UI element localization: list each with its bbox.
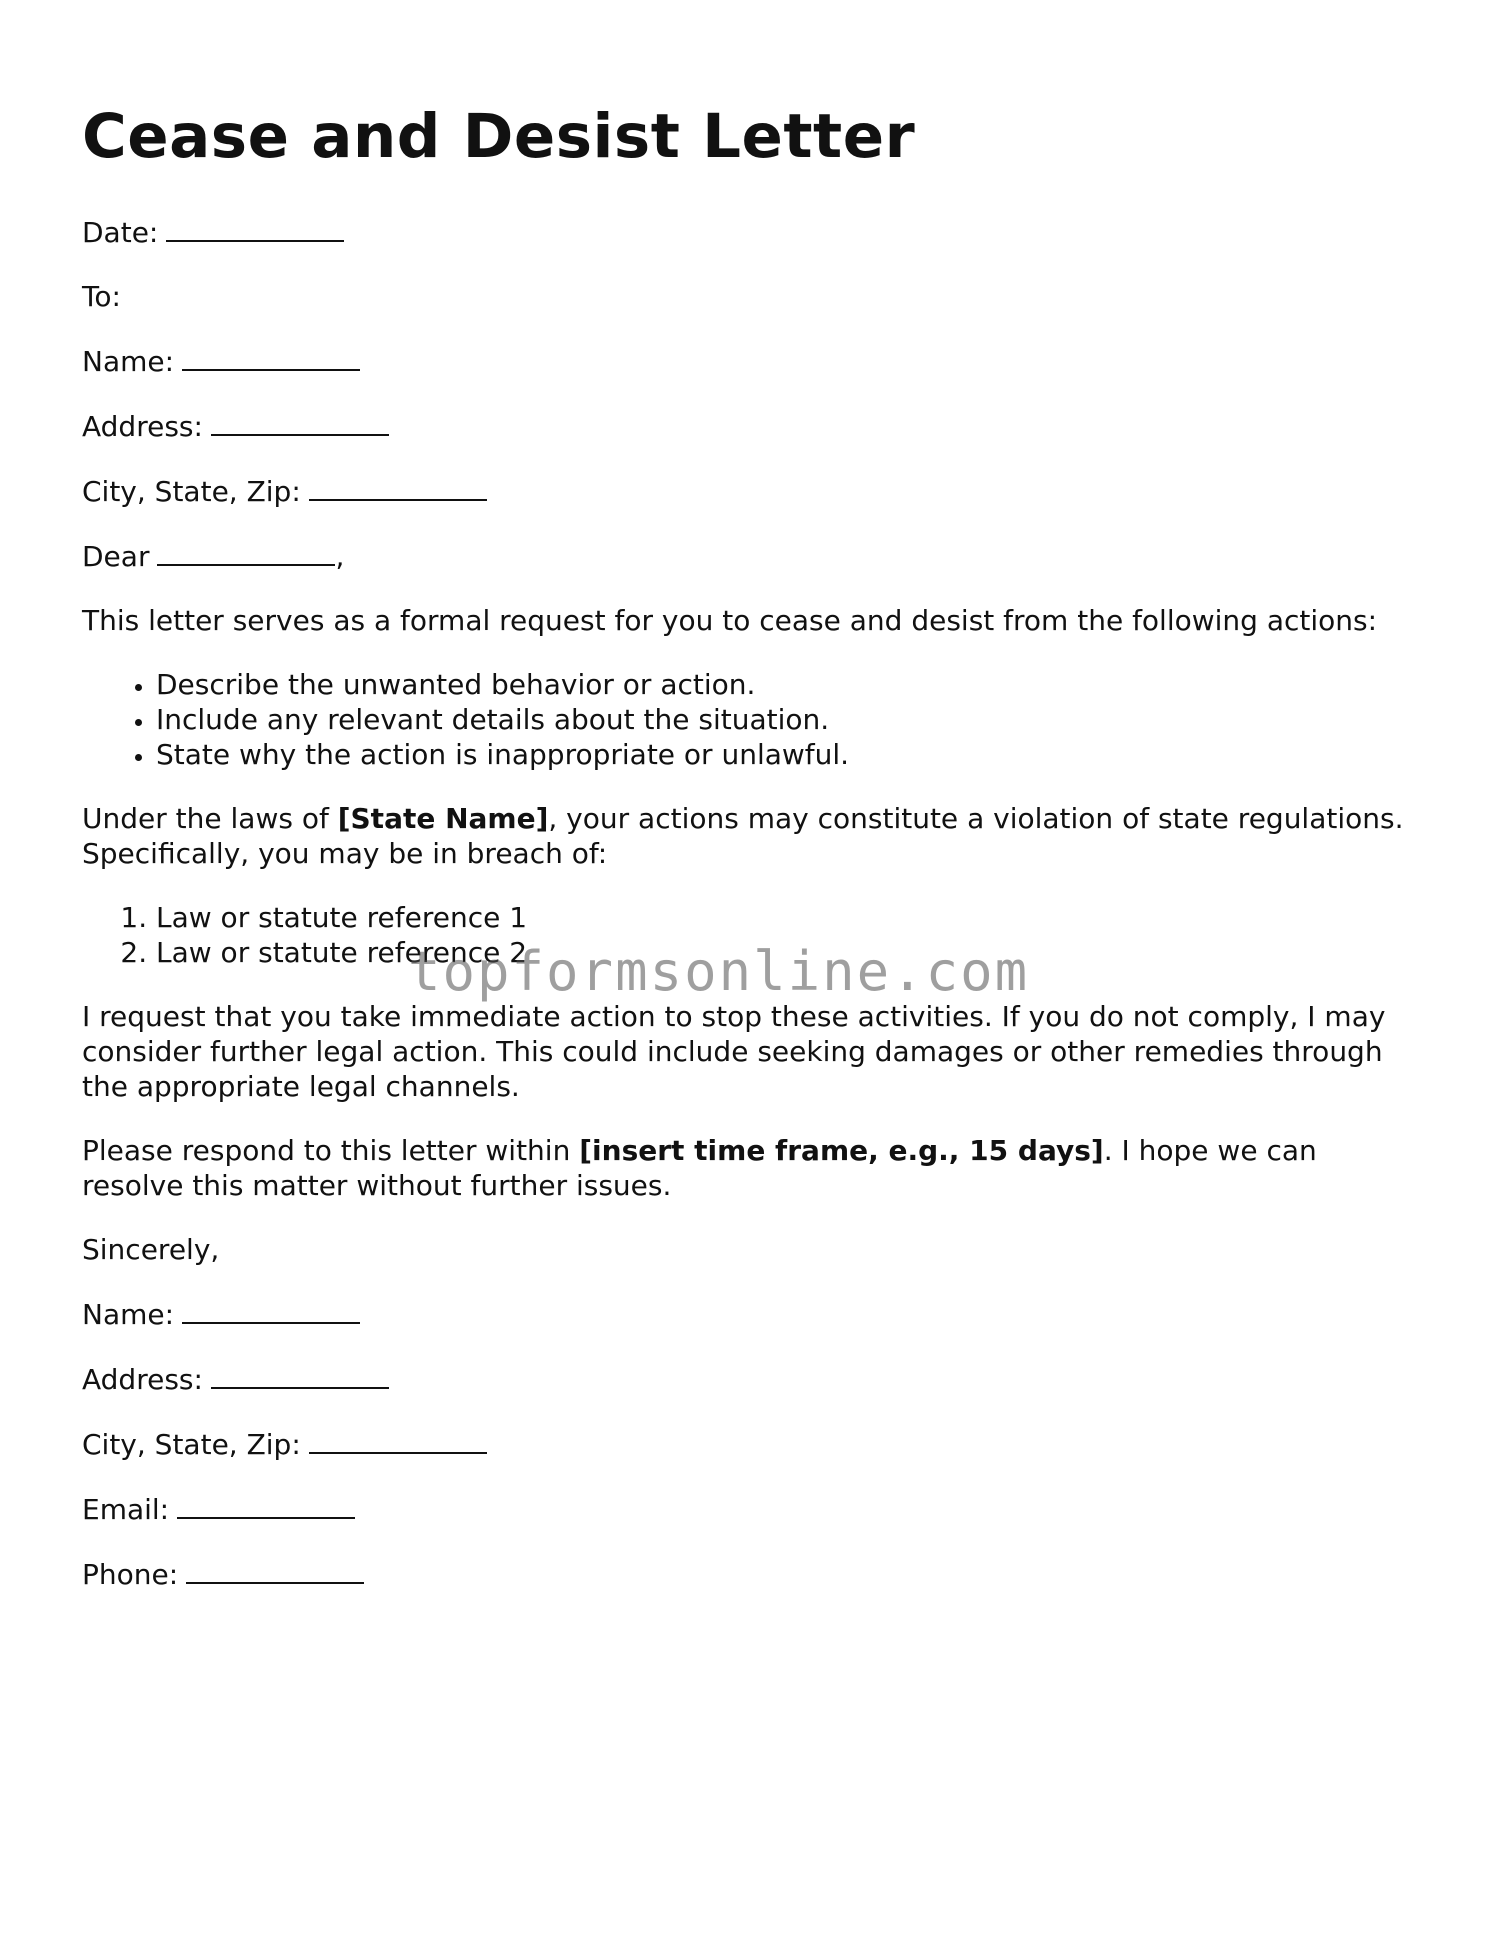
recipient-name-label: Name: bbox=[82, 345, 175, 378]
respond-text-before: Please respond to this letter within bbox=[82, 1134, 580, 1167]
date-blank[interactable] bbox=[166, 214, 344, 242]
salutation-comma: , bbox=[335, 540, 345, 573]
sender-city-blank[interactable] bbox=[309, 1426, 487, 1454]
list-item: • State why the action is inappropriate or unlawful. bbox=[156, 737, 1422, 772]
law-text-before: Under the laws of bbox=[82, 802, 338, 835]
date-label: Date: bbox=[82, 216, 159, 249]
salutation bbox=[82, 538, 1422, 574]
list-item: 2. Law or statute reference 2 bbox=[156, 935, 1422, 970]
recipient-city-blank[interactable] bbox=[309, 473, 487, 501]
sender-city-label: City, State, Zip: bbox=[82, 1428, 301, 1461]
respond-paragraph bbox=[82, 1133, 1422, 1203]
law-paragraph bbox=[82, 801, 1422, 871]
sender-address-field bbox=[82, 1361, 1422, 1397]
date-field bbox=[82, 214, 1422, 250]
letter-body bbox=[82, 214, 1422, 1621]
list-item: 1. Law or statute reference 1 bbox=[156, 900, 1422, 935]
sender-name-field bbox=[82, 1296, 1422, 1332]
sender-address-label: Address: bbox=[82, 1363, 203, 1396]
list-item: • Include any relevant details about the situation. bbox=[156, 702, 1422, 737]
action-list bbox=[82, 667, 1422, 772]
to-label: To: bbox=[82, 280, 121, 313]
sender-phone-blank[interactable] bbox=[186, 1556, 364, 1584]
sender-phone-field bbox=[82, 1556, 1422, 1592]
sender-email-blank[interactable] bbox=[177, 1491, 355, 1519]
intro-paragraph: This letter serves as a formal request for you to cease and desist from the following actions: bbox=[82, 604, 1378, 637]
sender-name-blank[interactable] bbox=[182, 1296, 360, 1324]
watermark: topformsonline.com bbox=[408, 940, 1030, 1003]
recipient-name-field bbox=[82, 343, 1422, 379]
recipient-name-blank[interactable] bbox=[182, 343, 360, 371]
salutation-blank[interactable] bbox=[157, 538, 335, 566]
sender-phone-label: Phone: bbox=[82, 1558, 179, 1591]
recipient-address-blank[interactable] bbox=[211, 408, 389, 436]
recipient-city-field bbox=[82, 473, 1422, 509]
recipient-city-label: City, State, Zip: bbox=[82, 475, 301, 508]
sender-email-field bbox=[82, 1491, 1422, 1527]
salutation-label: Dear bbox=[82, 540, 150, 573]
sender-email-label: Email: bbox=[82, 1493, 170, 1526]
closing: Sincerely, bbox=[82, 1233, 220, 1266]
recipient-address-field bbox=[82, 408, 1422, 444]
sender-address-blank[interactable] bbox=[211, 1361, 389, 1389]
state-name-placeholder: [State Name] bbox=[337, 802, 549, 835]
respond-text-after: . I hope we can resolve this matter without further issues. bbox=[82, 1134, 1317, 1202]
sender-city-field bbox=[82, 1426, 1422, 1462]
statute-list bbox=[82, 900, 1422, 970]
request-paragraph: I request that you take immediate action to stop these activities. If you do not comply, I may consider further legal action. This could include seeking damages or other remedies through the appropriate legal channels. bbox=[82, 1000, 1386, 1103]
sender-name-label: Name: bbox=[82, 1298, 175, 1331]
recipient-address-label: Address: bbox=[82, 410, 203, 443]
law-text-after: , your actions may constitute a violation of state regulations. Specifically, you may be in breach of: bbox=[82, 802, 1404, 870]
list-item: • Describe the unwanted behavior or action. bbox=[156, 667, 1422, 702]
time-frame-placeholder: [insert time frame, e.g., 15 days] bbox=[579, 1134, 1104, 1167]
page-title: Cease and Desist Letter bbox=[82, 101, 916, 172]
to-line bbox=[82, 279, 1422, 314]
